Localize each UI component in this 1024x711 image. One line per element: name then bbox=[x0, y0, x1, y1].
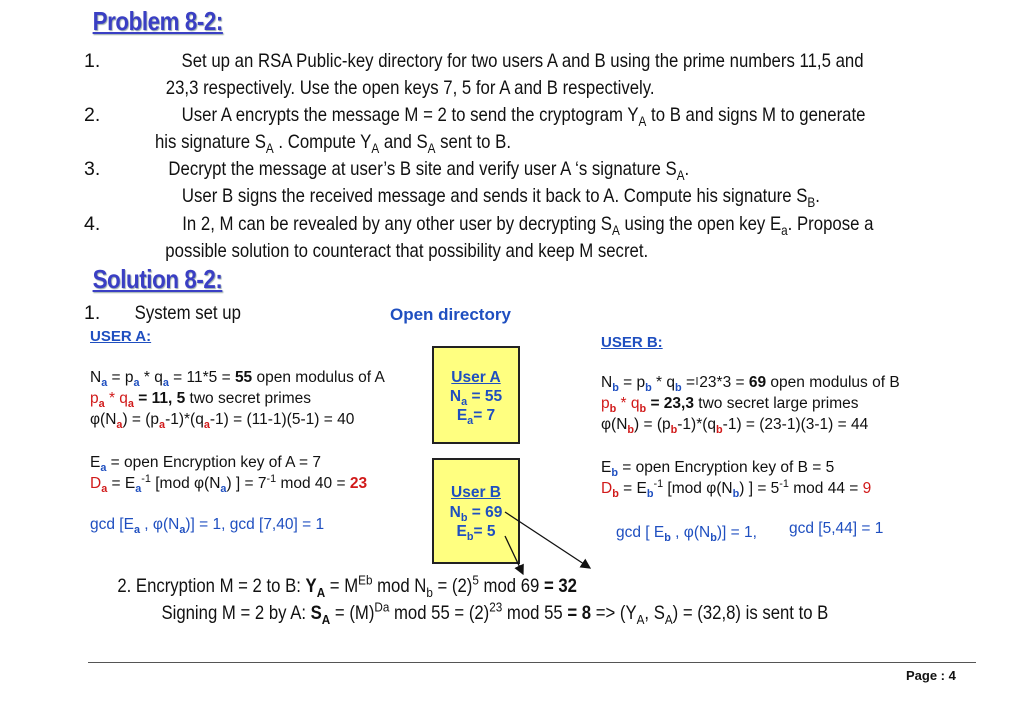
page-number: Page : 4 bbox=[906, 668, 956, 683]
box-b-modulus: $N_b = 69$ bbox=[449, 504, 503, 525]
user-a-encryption-key: $E_a$ = open Encryption key of A = 7 bbox=[90, 454, 321, 475]
item-1-number: 1. bbox=[84, 50, 101, 72]
user-a-gcd: $\gcd [E_a$ , $\varphi(N_a)] = 1$, gcd [7,40] = 1 bbox=[90, 516, 325, 537]
open-directory-title: Open directory bbox=[390, 305, 511, 324]
solution-heading: Solution 8-2: bbox=[92, 264, 223, 294]
user-b-gcd-value: gcd [5,44] = 1 bbox=[789, 520, 884, 537]
user-a-decryption-key: $D_a = E_a^{-1}$ [mod $\varphi(N_a)$ ] = $7^{-1}$ mod 40 = 23 bbox=[90, 472, 368, 496]
step-1-number: 1. bbox=[84, 302, 101, 324]
user-a-modulus: $N_a = p_a * q_a = 11*5 = 55$ open modulus of A bbox=[90, 369, 385, 390]
box-b-title: User B bbox=[451, 484, 501, 501]
step-2-encryption: 2. Encryption M = 2 to B: $Y_A = M^{Eb}$ mod $N_b = (2)^5$ mod 69 = 32 bbox=[117, 572, 577, 600]
box-a-key: $E_a= 7$ bbox=[456, 407, 496, 428]
item-2-line-2: his signature $S_A$ . Compute $Y_A$ and $S_A$ sent to B. bbox=[154, 131, 512, 156]
user-b-phi: $\varphi(N_b) = (p_b-1)*(q_b-1) = (23-1)(3-1) = 44$ bbox=[601, 416, 869, 437]
user-b-decryption-key: $D_b = E_b^{-1}$ [mod $\varphi(N_b)$ ] = $5^{-1}$ mod 44 = 9 bbox=[601, 477, 872, 501]
user-a-header: USER A: bbox=[90, 328, 152, 345]
user-a-phi: $\varphi(N_a) = (p_a-1)*(q_a-1) = (11-1)(5-1) = 40$ bbox=[90, 411, 355, 432]
item-4-number: 4. bbox=[84, 213, 101, 235]
user-b-gcd: gcd [ $E_b$ , $\varphi(N_b)] = 1$, bbox=[616, 524, 757, 545]
step-1-label: System set up bbox=[134, 302, 241, 324]
box-a-title: User A bbox=[451, 369, 501, 386]
user-b-modulus: $N_b = p_b * q_b = 23*3 = 69$ open modulus of B bbox=[601, 374, 900, 395]
item-1-line-2: 23,3 respectively. Use the open keys 7, 5 for A and B respectively. bbox=[165, 77, 655, 99]
user-b-encryption-key: $E_b$ = open Encryption key of B = 5 bbox=[601, 459, 835, 480]
item-1-line-1: Set up an RSA Public-key directory for two users A and B using the prime numbers 11,5 and bbox=[181, 50, 864, 72]
problem-heading: Problem 8-2: bbox=[92, 6, 223, 36]
item-4-line-1: In 2, M can be revealed by any other user by decrypting $S_A$ using the open key $E_a$. Propose a bbox=[182, 213, 874, 238]
footer-divider bbox=[88, 662, 976, 663]
item-3-number: 3. bbox=[84, 158, 101, 180]
arrow-eb-to-encryption bbox=[505, 536, 523, 574]
item-3-line-1: Decrypt the message at user’s B site and verify user A ‘s signature $S_A$. bbox=[168, 158, 690, 183]
box-a-modulus: $N_a = 55$ bbox=[449, 388, 503, 409]
arrow-nb-to-encryption bbox=[505, 512, 590, 568]
item-3-line-2: User B signs the received message and sends it back to A. Compute his signature $S_B$. bbox=[181, 185, 820, 210]
step-2-signing: Signing M = 2 by A: $S_A = (M)^{Da}$ mod $55 = (2)^{23}$ mod $55 = 8 => (Y_A$, $S_A) = (32,8)$ is sent to B bbox=[161, 599, 829, 627]
item-2-line-1: User A encrypts the message M = 2 to send the cryptogram $Y_A$ to B and signs M to generate bbox=[181, 104, 866, 129]
user-a-primes: $p_a * q_a = 11$, 5 two secret primes bbox=[90, 390, 312, 411]
user-b-primes: $p_b * q_b = 23,3$ two secret large primes bbox=[601, 395, 859, 416]
user-b-header: USER B: bbox=[601, 334, 663, 351]
item-4-line-2: possible solution to counteract that possibility and keep M secret. bbox=[165, 240, 649, 262]
item-2-number: 2. bbox=[84, 104, 101, 126]
box-b-key: $E_b= 5$ bbox=[456, 523, 496, 544]
